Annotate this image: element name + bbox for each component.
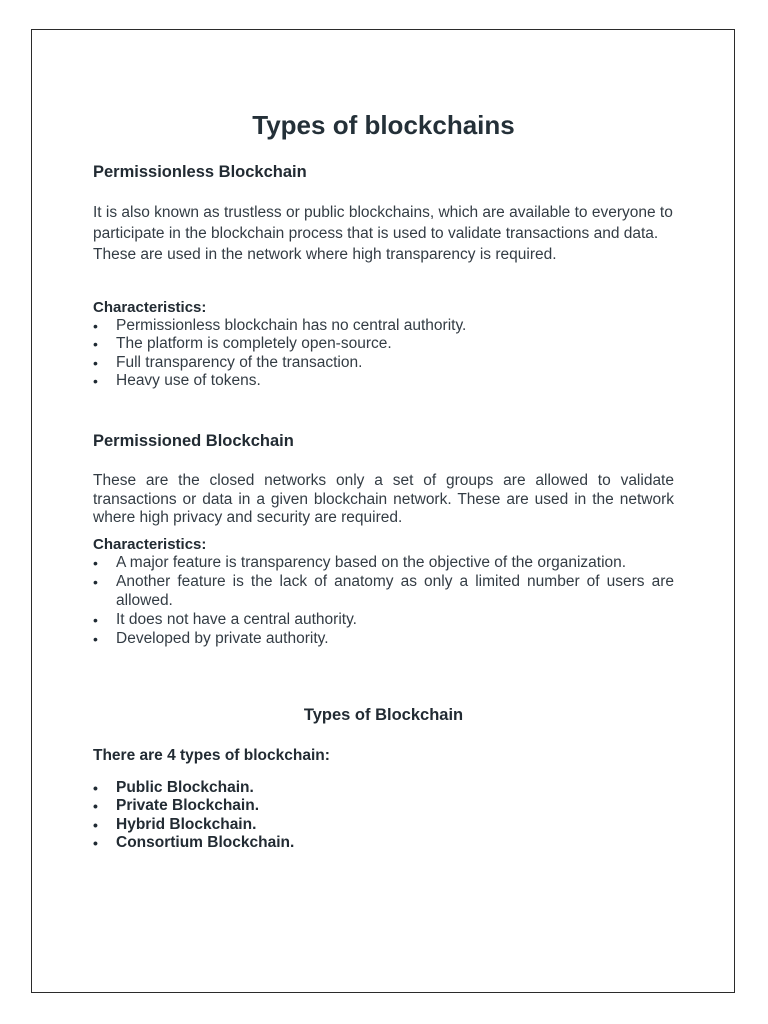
permissionless-heading: Permissionless Blockchain <box>93 163 307 181</box>
permissioned-paragraph: These are the closed networks only a set of groups are allowed to validate transactions or data in a given blockchain network. These are used in the network where high privacy and security are required. <box>93 472 674 526</box>
list-item: • Permissionless blockchain has no central authority. <box>93 317 467 334</box>
document-title: Types of blockchains <box>252 110 515 140</box>
permissioned-characteristics-list <box>93 554 674 648</box>
list-item: • Consortium Blockchain. <box>93 834 295 852</box>
list-item: • Private Blockchain. <box>93 797 260 815</box>
bullet-icon: • <box>93 373 98 390</box>
types-intro: There are 4 types of blockchain: <box>93 747 330 764</box>
permissionless-paragraph: It is also known as trustless or public blockchains, which are available to everyone to participate in the blockchain process that is used to validate transactions and data. These are used in the network where high transparency is required. <box>93 204 673 263</box>
list-item: • Public Blockchain. <box>93 779 254 796</box>
bullet-icon: • <box>93 318 98 334</box>
permissionless-characteristics-label: Characteristics: <box>93 299 207 316</box>
list-item: • Full transparency of the transaction. <box>93 353 363 371</box>
list-item: • Another feature is the lack of anatomy as only a limited number of users are allowed. <box>93 573 674 609</box>
bullet-icon: • <box>93 336 98 353</box>
bullet-icon: • <box>93 354 98 371</box>
list-item: • Hybrid Blockchain. <box>93 815 257 833</box>
list-item: • Developed by private authority. <box>93 629 329 647</box>
bullet-icon: • <box>93 798 98 815</box>
list-item: • Heavy use of tokens. <box>93 372 261 390</box>
types-list <box>93 779 674 853</box>
bullet-icon: • <box>93 574 98 591</box>
bullet-icon: • <box>93 555 98 571</box>
list-item: • The platform is completely open-source. <box>93 335 392 353</box>
types-heading: Types of Blockchain <box>303 706 464 724</box>
bullet-icon: • <box>93 630 98 647</box>
permissioned-characteristics-label: Characteristics: <box>93 536 207 553</box>
bullet-icon: • <box>93 835 98 852</box>
bullet-icon: • <box>93 816 98 833</box>
permissionless-characteristics-list <box>93 317 674 391</box>
list-item: • It does not have a central authority. <box>93 611 357 629</box>
bullet-icon: • <box>93 612 98 629</box>
bullet-icon: • <box>93 780 98 796</box>
permissioned-heading: Permissioned Blockchain <box>93 432 294 450</box>
list-item: • A major feature is transparency based on the objective of the organization. <box>93 554 627 571</box>
